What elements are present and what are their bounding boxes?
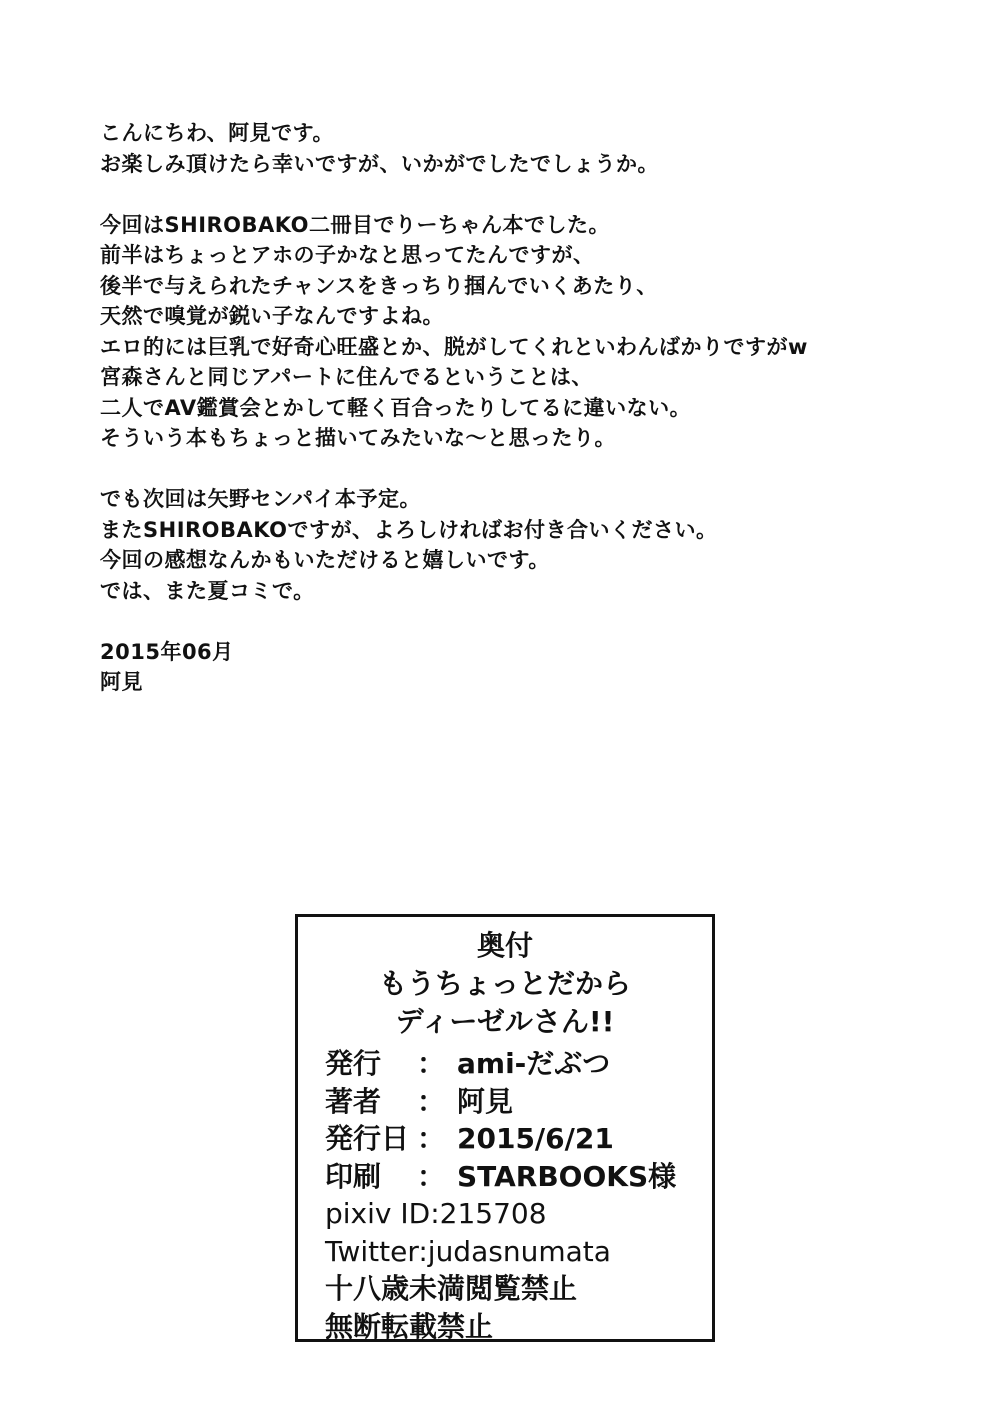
book-title-line-1: もうちょっとだから [378, 967, 631, 1000]
afterword-line: でも次回は矢野センパイ本予定。 [100, 487, 422, 511]
author-label: 著者 [325, 1084, 382, 1118]
separator: ： [417, 1084, 446, 1118]
separator: ： [417, 1122, 446, 1155]
afterword-text-block [100, 118, 920, 698]
author-row [325, 1083, 710, 1121]
afterword-line: そういう本もちょっと描いてみたいな～と思ったり。 [100, 426, 616, 450]
afterword-line: こんにちわ、阿見です。 [100, 121, 334, 145]
colophon-info [325, 1045, 710, 1345]
publish-date-value: 2015/6/21 [457, 1122, 614, 1155]
twitter-handle: Twitter:judasnumata [325, 1234, 611, 1268]
afterword-line: エロ的には巨乳で好奇心旺盛とか、脱がしてくれといわんばかりですがw [100, 334, 808, 359]
publisher-row [325, 1045, 710, 1083]
afterword-line: お楽しみ頂けたら幸いですが、いかがでしたでしょうか。 [100, 151, 659, 176]
publish-date-label: 発行日 [325, 1122, 410, 1155]
afterword-line: 今回の感想なんかもいただけると嬉しいです。 [100, 548, 550, 572]
separator: ： [417, 1047, 446, 1080]
paragraph-gap [100, 606, 920, 637]
publisher-value: ami-だぶつ [457, 1047, 611, 1080]
afterword-line: またSHIROBAKOですが、よろしければお付き合いください。 [100, 517, 718, 542]
paragraph-gap [100, 454, 920, 485]
afterword-line: 二人でAV鑑賞会とかして軽く百合ったりしてるに違いない。 [100, 395, 692, 420]
printer-value: STARBOOKS様 [457, 1159, 677, 1193]
no-reprint-notice: 無断転載禁止 [325, 1309, 494, 1343]
pixiv-id: pixiv ID:215708 [325, 1197, 547, 1230]
author-value: 阿見 [457, 1084, 514, 1118]
afterword-line: 前半はちょっとアホの子かなと思ってたんですが、 [100, 243, 595, 267]
paragraph-gap [100, 179, 920, 210]
afterword-line: では、また夏コミで。 [100, 578, 315, 603]
book-title-line-2: ディーゼルさん!! [395, 1005, 615, 1038]
afterword-line: 今回はSHIROBAKO二冊目でりーちゃん本でした。 [100, 212, 610, 237]
publish-date-row [325, 1120, 710, 1158]
afterword-line: 天然で嗅覚が鋭い子なんですよね。 [100, 304, 444, 328]
separator: ： [417, 1159, 446, 1193]
printer-label: 印刷 [325, 1159, 382, 1193]
publisher-label: 発行 [325, 1047, 382, 1080]
afterword-line: 宮森さんと同じアパートに住んでるということは、 [100, 365, 593, 389]
afterword-line: 後半で与えられたチャンスをきっちり掴んでいくあたり、 [100, 273, 658, 298]
colophon-heading: 奥付 [476, 929, 533, 962]
colophon-title-block [298, 927, 712, 1041]
afterword-signature: 阿見 [100, 670, 143, 694]
age-restriction-notice: 十八歳未満閲覧禁止 [325, 1272, 578, 1305]
colophon-box [295, 914, 715, 1342]
printer-row [325, 1158, 710, 1196]
afterword-date: 2015年06月 [100, 639, 234, 664]
